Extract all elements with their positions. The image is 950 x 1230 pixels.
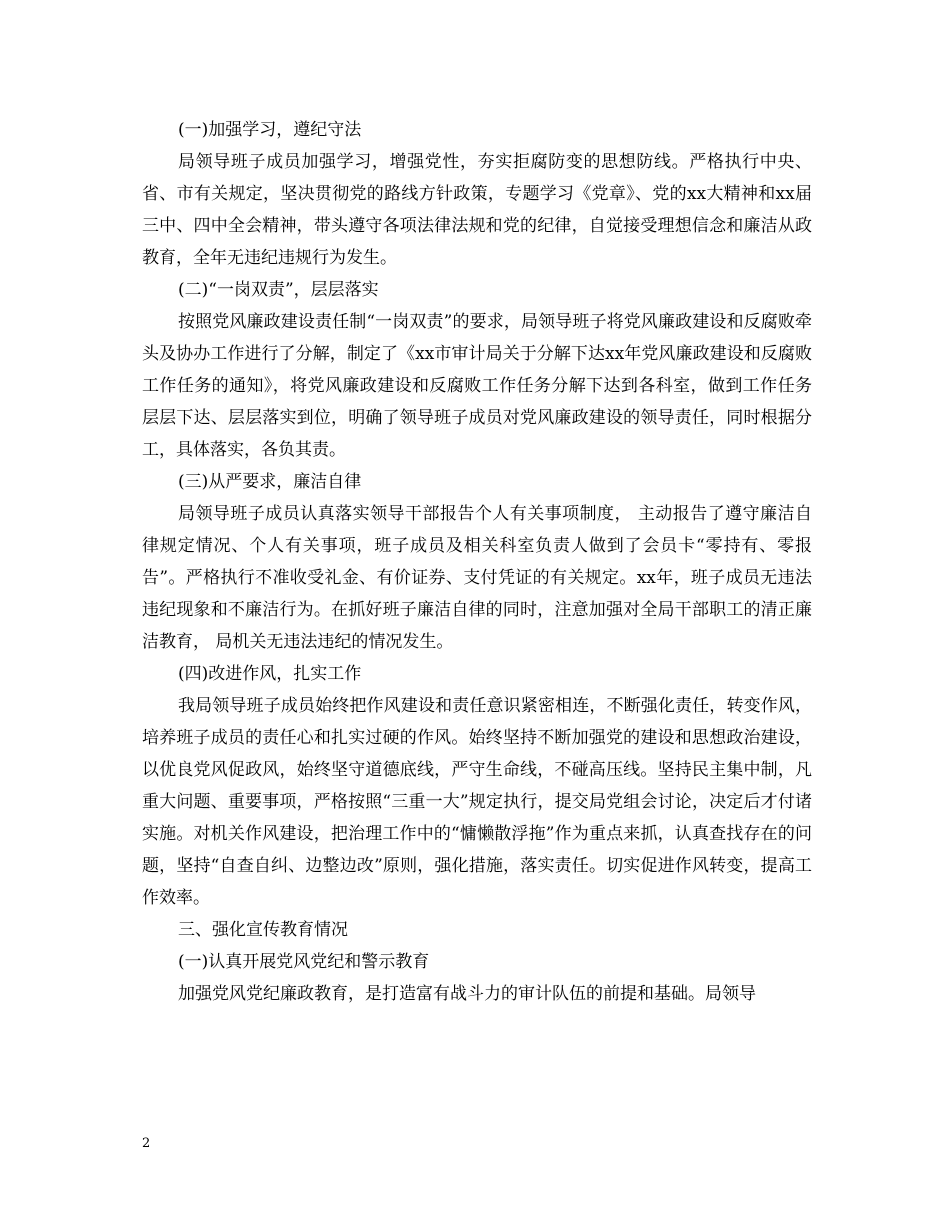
body-paragraph: 我局领导班子成员始终把作风建设和责任意识紧密相连，不断强化责任，转变作风，培养班子成员的责任心和扎实过硬的作风。始终坚持不断加强党的建设和思想政治建设，以优良党风促政风，始终坚守道德底线，严守生命线，不碰高压线。坚持民主集中制，凡重大问题、重要事项，严格按照“三重一大”规定执行，提交局党组会讨论，决定后才付诸实施。对机关作风建设，把治理工作中的“慵懒散浮拖”作为重点来抓，认真查找存在的问题，坚持“自查自纠、边整边改”原则，强化措施，落实责任。切实促进作风转变，提高工作效率。 <box>142 696 812 908</box>
body-paragraph: 按照党风廉政建设责任制“一岗双责”的要求，局领导班子将党风廉政建设和反腐败牵头及协办工作进行了分解，制定了《xx市审计局关于分解下达xx年党风廉政建设和反腐败工作任务的通知》，将党风廉政建设和反腐败工作任务分解下达到各科室，做到工作任务层层下达、层层落实到位，明确了领导班子成员对党风廉政建设的领导责任，同时根据分工，具体落实，各负其责。 <box>142 312 812 460</box>
body-paragraph: 加强党风党纪廉政教育，是打造富有战斗力的审计队伍的前提和基础。局领导 <box>178 984 756 1004</box>
body-paragraph: 局领导班子成员加强学习，增强党性，夯实拒腐防变的思想防线。严格执行中央、省、市有关规定，坚决贯彻党的路线方针政策，专题学习《党章》、党的xx大精神和xx届三中、四中全会精神，带头遵守各项法律法规和党的纪律，自觉接受理想信念和廉洁从政教育，全年无违纪违规行为发生。 <box>142 152 812 268</box>
chapter-heading: 三、强化宣传教育情况 <box>178 920 348 940</box>
section-heading: (二)“一岗双责”，层层落实 <box>178 280 379 300</box>
section-heading: (三)从严要求，廉洁自律 <box>178 472 362 492</box>
document-body <box>142 114 812 1010</box>
section-heading: (四)改进作风，扎实工作 <box>178 664 362 684</box>
section-heading: (一)认真开展党风党纪和警示教育 <box>178 952 430 972</box>
body-paragraph: 局领导班子成员认真落实领导干部报告个人有关事项制度， 主动报告了遵守廉洁自律规定情况、个人有关事项，班子成员及相关科室负责人做到了会员卡“零持有、零报告”。严格执行不准收受礼金、有价证券、支付凭证的有关规定。xx年，班子成员无违法违纪现象和不廉洁行为。在抓好班子廉洁自律的同时，注意加强对全局干部职工的清正廉洁教育， 局机关无违法违纪的情况发生。 <box>142 504 812 652</box>
section-heading: (一)加强学习，遵纪守法 <box>178 120 362 140</box>
page-number: 2 <box>142 1136 151 1151</box>
